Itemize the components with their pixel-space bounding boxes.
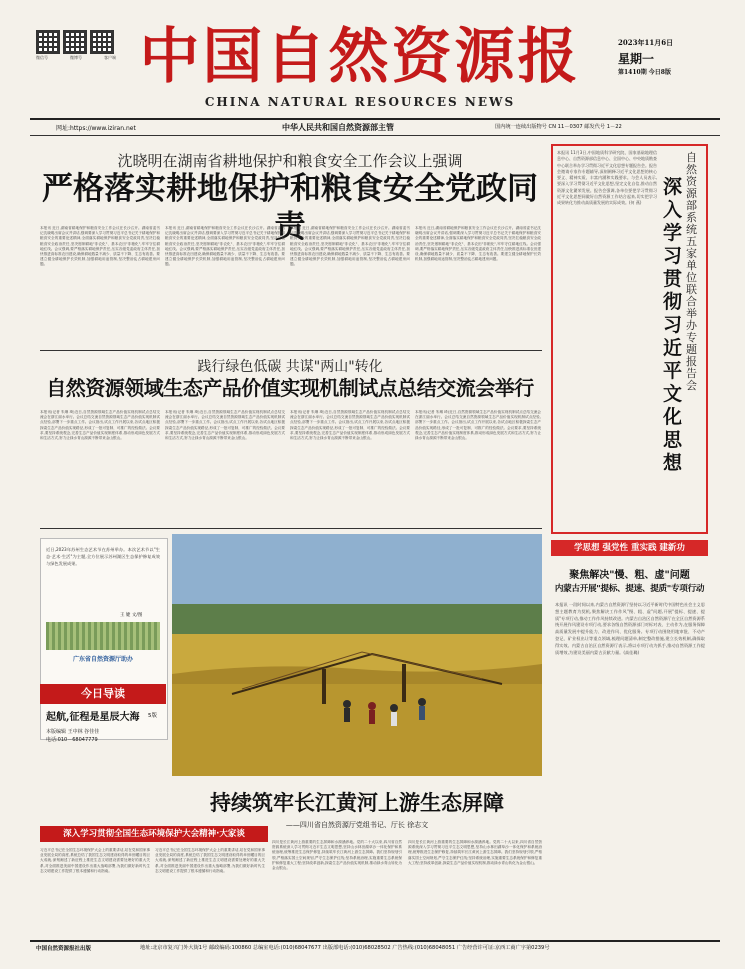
lead-body-col4: 本报讯 近日,湖南省耕地保护和粮食安全工作会议在长沙召开。湖南省委书记沈晓明出席会议并讲话,强调要深入学习贯彻习近平总书记关于耕地保护和粮食安全的重要论述精神,全面落实耕地保护和粮食安全党政同责,坚决扛稳粮食安全政治责任,坚决遏制耕地"非农化"、基本农田"非粮化",牢牢守住耕地红线。会议强调,要严格落实耕地保护责任,压实各级党委政府主体责任,加快推进高标准农田建设,确保耕地数量不减少、质量不下降、生态有改善。要建立健全耕地保护长效机制,加强耕地用途管制,坚决整治乱占耕地建房问题。 — [415, 226, 541, 262]
discussion-banner: 深入学习贯彻全国生态环境保护大会精神·大家谈 — [40, 826, 268, 842]
bottom-left-body-col1: 习近平总书记在全国生态环境保护大会上的重要讲话,站在党和国家事业发展全局的高度,系统总结了我国生态文明建设取得的举世瞩目的巨大成就,深刻阐述了新征程上推进生态文明建设需要处理好的重大关系,对全面推进美丽中国建设作出重大战略部署,为我们做好新时代生态文明建设工作提供了根本遵循和行动指南。 — [40, 848, 150, 873]
footer-publisher: 中国自然资源报社出版 — [36, 946, 92, 952]
slogan-banner: 学思想 强党性 重实践 建新功 — [551, 540, 708, 556]
qr-labels — [36, 55, 116, 61]
footer-rule — [30, 940, 720, 942]
second-body-col3: 本报讯(记者 朱琳 琦)近日,自然资源领域生态产品价值实现机制试点总结交流会在浙江丽水举行。会议总结交流自然资源领域生态产品价值实现机制试点经验,部署下一步重点工作。会议指出,试点工作开展以来,各试点地区积极探索生态产品价值实现路径,形成了一批可复制、可推广的经验做法。会议要求,要坚持系统观念,完善生态产品价值实现制度体系,推动形成绿色发展方式和生活方式,努力让绿水青山源源不断带来金山银山。 — [290, 410, 410, 441]
farm-festival-photo — [172, 534, 542, 776]
wechat-qr-code — [36, 30, 60, 54]
today-guide-label: 今日导读 — [40, 684, 166, 704]
qr-label: 微信号 — [36, 55, 48, 60]
right-headline: 内蒙古开展"提标、提速、提质"专项行动 — [554, 584, 705, 594]
sidebar-headline: 深入学习贯彻习近平文化思想 — [663, 176, 683, 474]
footer-address: 地址:北京市复兴门外大街1号 邮政编码:100860 总编室电话:(010)68047677 出版部电话:(010)68028502 广告热线:(010)68048051 广告经营许可证:京西工商广字第0239号 — [140, 945, 550, 951]
lead-kicker: 沈晓明在湖南省耕地保护和粮食安全工作会议上强调 — [117, 152, 463, 170]
qr-label: 客户端 — [104, 55, 116, 60]
sidebar-body: 本报讯 11月3日,中国地质科学研究院、国家基础地理信息中心、自然资源部信息中心、全国中心、中央地质勘查中心联合举办学习贯彻习近平文化思想专题报告会。报告会邀请专家作专题辅导,深刻阐释习近平文化思想的核心要义、精神实质、丰富内涵和实践要求。与会人员表示,要深入学习贯彻习近平文化思想,坚定文化自信,推动自然资源文化繁荣发展。报告会强调,各单位要把学习贯彻习近平文化思想同做好自然资源工作结合起来,切实把学习成果转化为推动高质量发展的实际成效。(何 燕) — [557, 150, 657, 206]
app-qr-code — [90, 30, 114, 54]
sidebar-column-label: 自然资源部系统五家单位联合举办专题报告会 — [686, 151, 697, 392]
photo-illustration — [172, 534, 542, 776]
second-kicker: 践行绿色低碳 共谋"两山"转化 — [197, 359, 383, 375]
bottom-left-body-col2: 习近平总书记在全国生态环境保护大会上的重要讲话,站在党和国家事业发展全局的高度,系统总结了我国生态文明建设取得的举世瞩目的巨大成就,深刻阐述了新征程上推进生态文明建设需要处理好的重大关系,对全面推进美丽中国建设作出重大战略部署,为我们做好新时代生态文明建设工作提供了根本遵循和行动指南。 — [155, 848, 265, 873]
lead-headline: 严格落实耕地保护和粮食安全党政同责 — [42, 171, 538, 245]
photo-caption: 近日,2023年苏州生态艺术节在苏州举办。本次艺术节以"生态·艺术·生活"为主题,全方位展示苏州湖区生态保护修复成效与绿色发展成果。 — [46, 547, 160, 566]
today-guide-page: 5版 — [148, 713, 157, 719]
qr-label: 微博号 — [70, 55, 82, 60]
masthead-title: 中国自然资源报 — [139, 22, 581, 92]
issue-weekday: 星期一 — [618, 52, 655, 66]
promo-label: 广东省自然资源厅助办 — [72, 656, 133, 663]
website-link[interactable]: 网址:https://www.iziran.net — [56, 125, 136, 132]
bottom-headline: 持续筑牢长江黄河上游生态屏障 — [210, 790, 504, 815]
weibo-qr-code — [63, 30, 87, 54]
publication-code: 国内统一连续出版物号 CN 11－0307 邮发代号 1－22 — [495, 124, 622, 130]
masthead-english-title: CHINA NATURAL RESOURCES NEWS — [204, 95, 516, 109]
lead-body-col2: 本报讯 近日,湖南省耕地保护和粮食安全工作会议在长沙召开。湖南省委书记沈晓明出席会议并讲话,强调要深入学习贯彻习近平总书记关于耕地保护和粮食安全的重要论述精神,全面落实耕地保护和粮食安全党政同责,坚决扛稳粮食安全政治责任,坚决遏制耕地"非农化"、基本农田"非粮化",牢牢守住耕地红线。会议强调,要严格落实耕地保护责任,压实各级党委政府主体责任,加快推进高标准农田建设,确保耕地数量不减少、质量不下降、生态有改善。要建立健全耕地保护长效机制,加强耕地用途管制,坚决整治乱占耕地建房问题。 — [165, 226, 285, 267]
sponsor-text: 中华人民共和国自然资源部主管 — [282, 122, 394, 132]
section-rule — [40, 528, 542, 529]
bottom-body-col2: 四川是长江黄河上游重要的生态屏障和水源涵养地。党的二十大以来,四川省自然资源系统深入学习贯彻习近平生态文明思想,坚持山水林田湖草沙一体化保护和系统治理,统筹推进生态保护修复,持续筑牢长江黄河上游生态屏障。我们坚持规划引领,严格落实国土空间规划,严守生态保护红线;坚持系统治理,实施重要生态系统保护和修复重大工程;坚持改革创新,探索生态产品价值实现机制,推动绿水青山转化为金山银山。 — [408, 840, 542, 865]
promo-image — [46, 622, 160, 650]
second-body-col4: 本报讯(记者 朱琳 琦)近日,自然资源领域生态产品价值实现机制试点总结交流会在浙江丽水举行。会议总结交流自然资源领域生态产品价值实现机制试点经验,部署下一步重点工作。会议指出,试点工作开展以来,各试点地区积极探索生态产品价值实现路径,形成了一批可复制、可推广的经验做法。会议要求,要坚持系统观念,完善生态产品价值实现制度体系,推动形成绿色发展方式和生活方式,努力让绿水青山源源不断带来金山银山。 — [415, 410, 541, 441]
section-rule — [40, 350, 542, 351]
bottom-subhead: ——四川省自然资源厅党组书记、厅长 徐志文 — [285, 821, 429, 829]
lead-body-col3: 本报讯 近日,湖南省耕地保护和粮食安全工作会议在长沙召开。湖南省委书记沈晓明出席会议并讲话,强调要深入学习贯彻习近平总书记关于耕地保护和粮食安全的重要论述精神,全面落实耕地保护和粮食安全党政同责,坚决扛稳粮食安全政治责任,坚决遏制耕地"非农化"、基本农田"非粮化",牢牢守住耕地红线。会议强调,要严格落实耕地保护责任,压实各级党委政府主体责任,加快推进高标准农田建设,确保耕地数量不减少、质量不下降、生态有改善。要建立健全耕地保护长效机制,加强耕地用途管制,坚决整治乱占耕地建房问题。 — [290, 226, 410, 267]
today-guide-item[interactable]: 起航,征程是星辰大海 — [46, 712, 140, 723]
editors-line: 本版编辑 王中林 谷佳佳 — [46, 729, 100, 735]
lead-body-col1: 本报讯 近日,湖南省耕地保护和粮食安全工作会议在长沙召开。湖南省委书记沈晓明出席会议并讲话,强调要深入学习贯彻习近平总书记关于耕地保护和粮食安全的重要论述精神,全面落实耕地保护和粮食安全党政同责,坚决扛稳粮食安全政治责任,坚决遏制耕地"非农化"、基本农田"非粮化",牢牢守住耕地红线。会议强调,要严格落实耕地保护责任,压实各级党委政府主体责任,加快推进高标准农田建设,确保耕地数量不减少、质量不下降、生态有改善。要建立健全耕地保护长效机制,加强耕地用途管制,坚决整治乱占耕地建房问题。 — [40, 226, 160, 267]
banner-rule — [30, 135, 720, 136]
right-body: 本报讯 一段时间以来,内蒙古自然资源厅坚持以习近平新时代中国特色社会主义思想主题教育为契机,聚焦解决工作作风"慢、粗、虚"问题,开展"提标、提速、提质"专项行动,推动工作作风持续改进。内蒙古自治区自然资源厅在全区自然资源系统开展作风建设专项行动,要求各级自然资源部门对标对表、主动作为,在服务保障高质量发展中提升能力、改进作风、优化服务。专项行动围绕用地审批、不动产登记、矿业权出让等重点领域,梳理问题清单,制定整改措施,建立长效机制,确保取得实效。内蒙古自治区自然资源厅表示,将以专项行动为抓手,推动自然资源工作提质增效,为建设美丽内蒙古贡献力量。(高佳璐) — [555, 602, 705, 655]
bottom-body-col1: 四川是长江黄河上游重要的生态屏障和水源涵养地。党的二十大以来,四川省自然资源系统深入学习贯彻习近平生态文明思想,坚持山水林田湖草沙一体化保护和系统治理,统筹推进生态保护修复,持续筑牢长江黄河上游生态屏障。我们坚持规划引领,严格落实国土空间规划,严守生态保护红线;坚持系统治理,实施重要生态系统保护和修复重大工程;坚持改革创新,探索生态产品价值实现机制,推动绿水青山转化为金山银山。 — [272, 840, 402, 871]
photo-credit: 王 婕 文/图 — [120, 613, 143, 618]
second-body-col1: 本报讯(记者 朱琳 琦)近日,自然资源领域生态产品价值实现机制试点总结交流会在浙江丽水举行。会议总结交流自然资源领域生态产品价值实现机制试点经验,部署下一步重点工作。会议指出,试点工作开展以来,各试点地区积极探索生态产品价值实现路径,形成了一批可复制、可推广的经验做法。会议要求,要坚持系统观念,完善生态产品价值实现制度体系,推动形成绿色发展方式和生活方式,努力让绿水青山源源不断带来金山银山。 — [40, 410, 160, 441]
editors-phone: 电话:010－68047779 — [46, 737, 98, 743]
second-headline: 自然资源领域生态产品价值实现机制试点总结交流会举行 — [46, 376, 534, 400]
second-body-col2: 本报讯(记者 朱琳 琦)近日,自然资源领域生态产品价值实现机制试点总结交流会在浙江丽水举行。会议总结交流自然资源领域生态产品价值实现机制试点经验,部署下一步重点工作。会议指出,试点工作开展以来,各试点地区积极探索生态产品价值实现路径,形成了一批可复制、可推广的经验做法。会议要求,要坚持系统观念,完善生态产品价值实现制度体系,推动形成绿色发展方式和生活方式,努力让绿水青山源源不断带来金山银山。 — [165, 410, 285, 441]
issue-number: 第1410期 今日8版 — [618, 69, 671, 76]
issue-date: 2023年11月6日 — [618, 38, 674, 47]
masthead-rule — [30, 118, 720, 120]
right-kicker: 聚焦解决"慢、粗、虚"问题 — [569, 570, 690, 581]
